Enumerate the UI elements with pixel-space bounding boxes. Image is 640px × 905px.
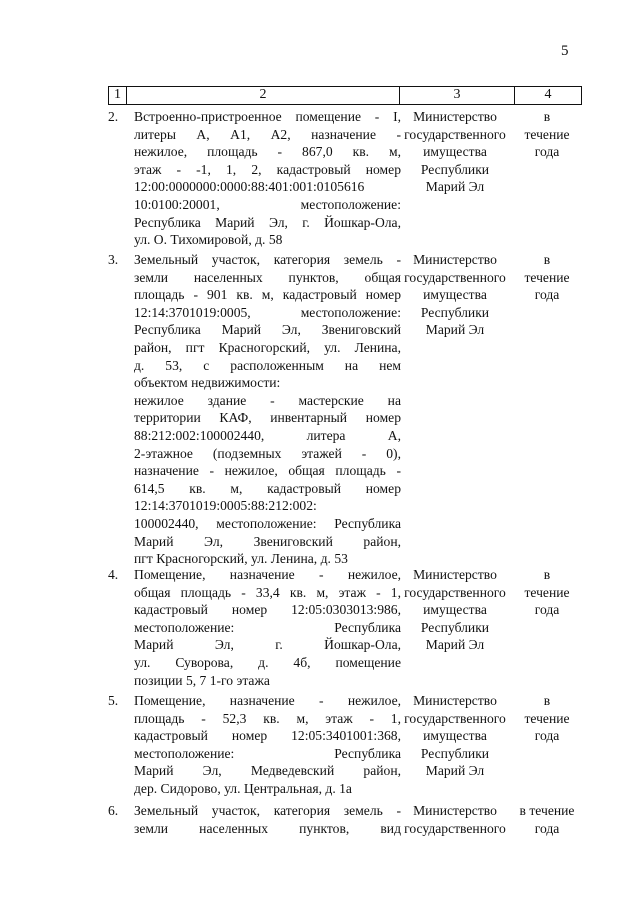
deadline: в течение года <box>519 803 575 836</box>
deadline: в течение года <box>524 109 570 160</box>
deadline: в течение года <box>524 567 570 618</box>
responsible-body: Министерство государственного имущества Республики Марий Эл <box>404 252 506 338</box>
row-number: 3. <box>108 252 119 267</box>
row-number: 6. <box>108 803 119 818</box>
responsible-body: Министерство государственного имущества Республики Марий Эл <box>404 567 506 653</box>
object-description: Земельный участок, категория земель - земли населенных пунктов, общая площадь - 901 кв. м, кадастровый номер 12:14:3701019:0005, местоположение: Республика Марий Эл, Звениговский район, пгт Красногорский, ул. Ленина, д. 53, с расположенным на нем объектом недвижимости: нежилое здание - мастерские на территории КАФ, инвентарный номер 88:212:002:100002440, литера А, 2-этажное (подземных этажей - 0), назначение - нежилое, общая площадь - 614,5 кв. м, кадастровый номер 12:14:3701019:0005:88:212:002: 100002440, местоположение: Республика Марий Эл, Звениговский район, пгт Красногорский, ул. Ленина, д. 53 <box>134 252 401 567</box>
responsible-body: Министерство государственного имущества Республики Марий Эл <box>404 109 506 195</box>
row-number: 2. <box>108 109 119 124</box>
object-description: Земельный участок, категория земель - земли населенных пунктов, вид <box>134 803 401 836</box>
responsible-body: Министерство государственного <box>404 803 506 836</box>
row-number: 4. <box>108 567 119 582</box>
deadline: в течение года <box>524 252 570 303</box>
row-number: 5. <box>108 693 119 708</box>
header-col-4: 4 <box>544 87 552 102</box>
object-description: Помещение, назначение - нежилое, площадь - 52,3 кв. м, этаж - 1, кадастровый номер 12:05:3401001:368, местоположение: Республика Марий Эл, Медведевский район, дер. Сидорово, ул. Центральная, д. 1а <box>134 693 401 796</box>
header-col-2: 2 <box>259 87 267 102</box>
object-description: Встроенно-пристроенное помещение - I, литеры А, А1, А2, назначение - нежилое, площадь - 867,0 кв. м, этаж - -1, 1, 2, кадастровый номер 12:00:0000000:0000:88:401:001:0105616 10:0100:20001, местоположение: Республика Марий Эл, г. Йошкар-Ола, ул. О. Тихомировой, д. 58 <box>134 109 401 248</box>
object-description: Помещение, назначение - нежилое, общая площадь - 33,4 кв. м, этаж - 1, кадастровый номер 12:05:0303013:986, местоположение: Республика Марий Эл, г. Йошкар-Ола, ул. Суворова, д. 4б, помещение позиции 5, 7 1-го этажа <box>134 567 401 688</box>
deadline: в течение года <box>524 693 570 744</box>
page-number: 5 <box>561 43 569 59</box>
header-col-3: 3 <box>453 87 461 102</box>
responsible-body: Министерство государственного имущества Республики Марий Эл <box>404 693 506 779</box>
header-col-1: 1 <box>114 87 121 102</box>
